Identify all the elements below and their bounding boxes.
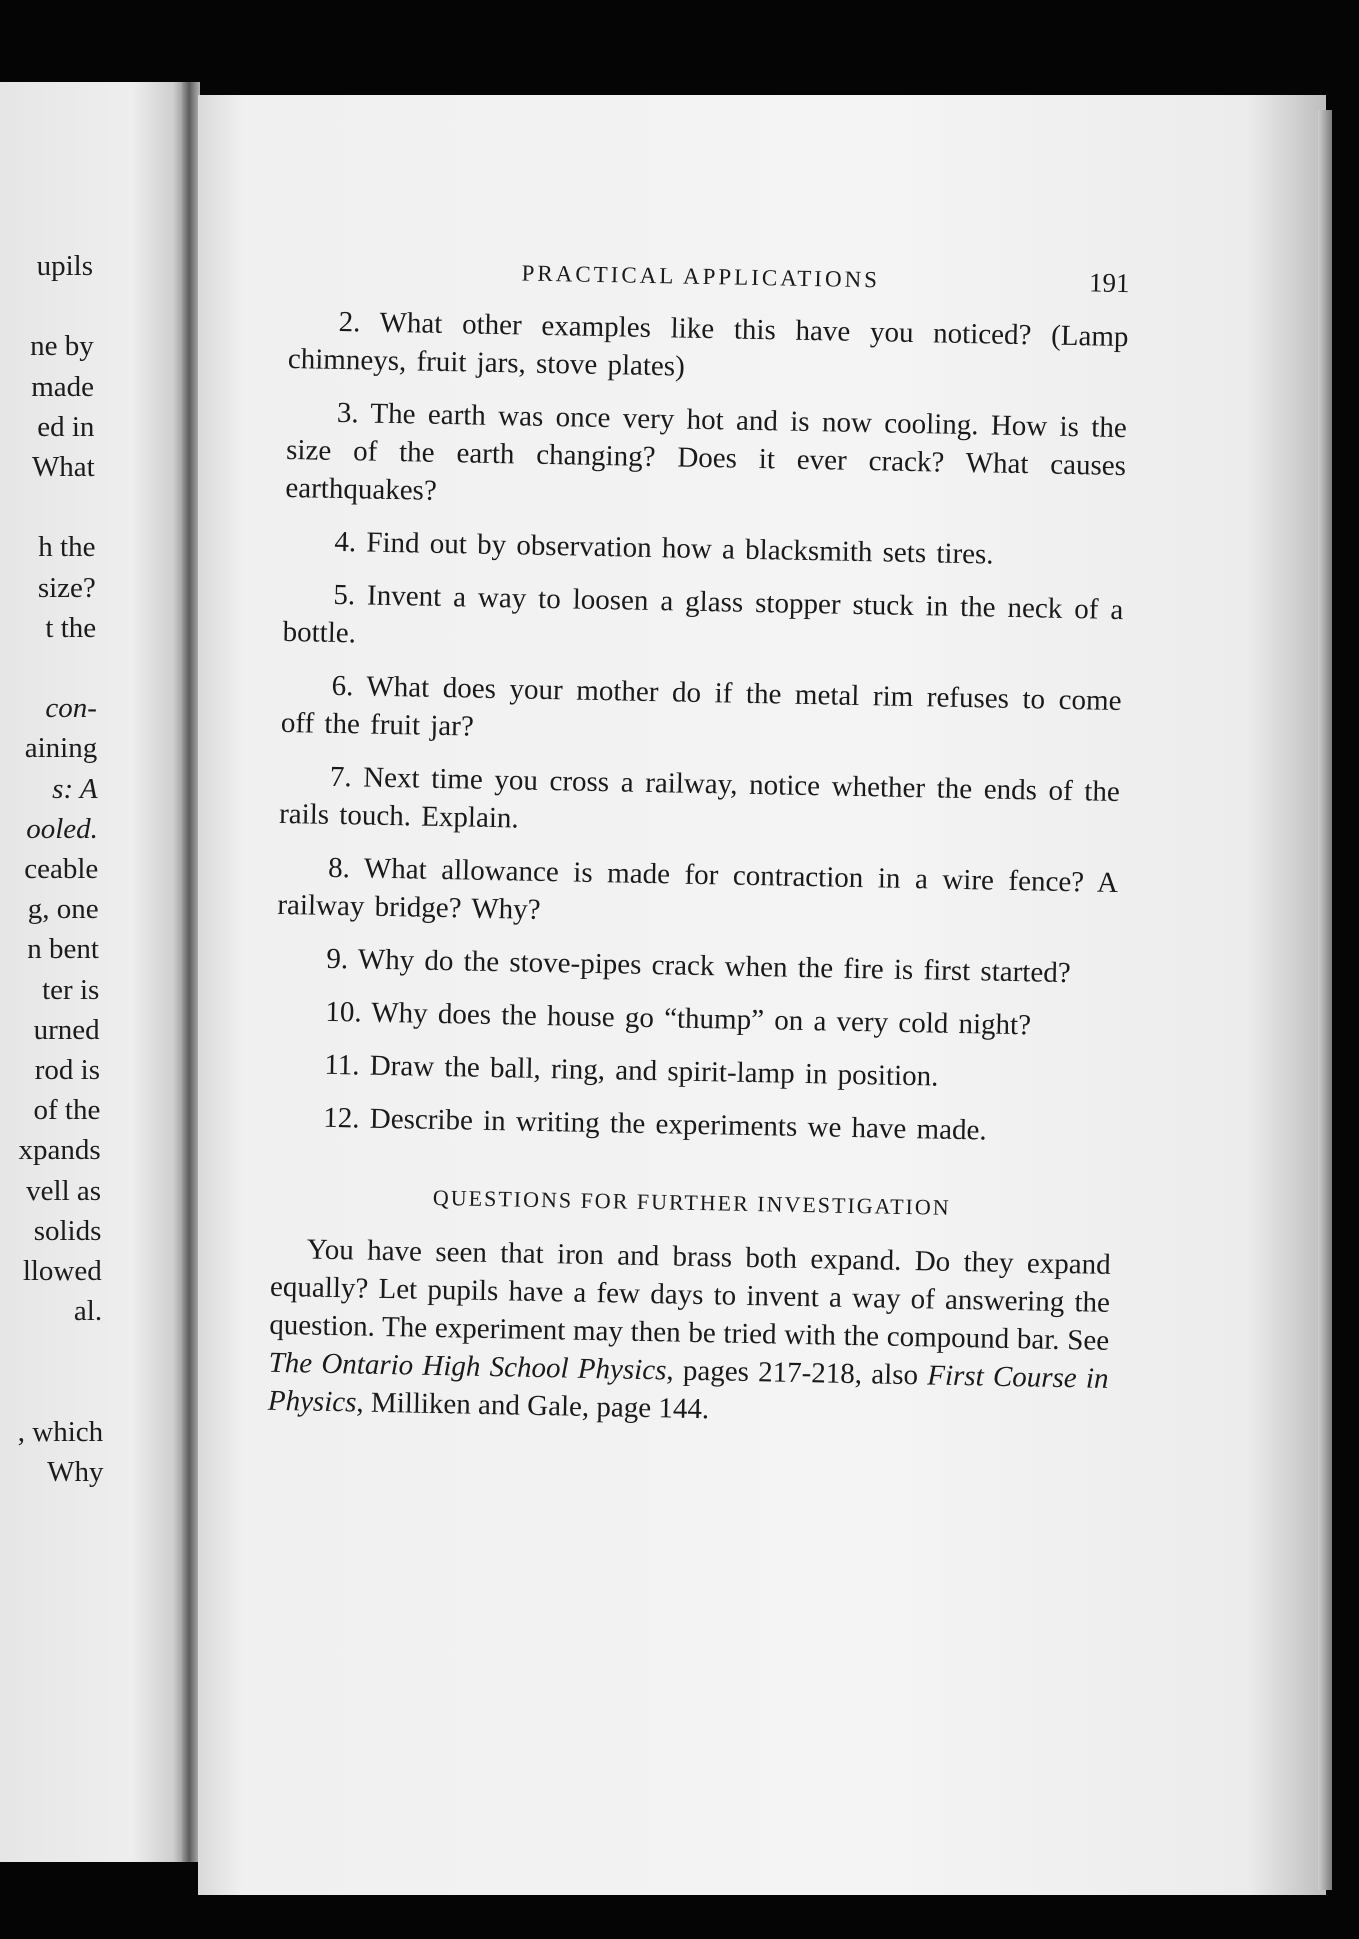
left-page-text-fragment: t the [45,611,97,644]
question-item: 7. Next time you cross a railway, notice whether the ends of the rails touch. Explain. [278,760,1121,835]
question-list [273,302,1129,1152]
left-page-text-fragment: vell as [26,1174,102,1207]
left-page-text-fragment: ceable [24,853,99,885]
left-page-text-fragment: con- [45,692,97,725]
question-item: 5. Invent a way to loosen a glass stopper stuck in the neck of a bottle. [282,578,1124,650]
page-edge [1318,110,1332,1890]
question-item: 12. Describe in writing the experiments we have made. [323,1101,987,1147]
left-page-text-fragment: urned [33,1013,100,1046]
left-page-text-fragment: ter is [42,973,100,1006]
section-heading: QUESTIONS FOR FURTHER INVESTIGATION [432,1184,951,1220]
left-page-text-fragment: xpands [18,1134,101,1167]
left-page-text-fragment: ooled. [26,812,98,845]
question-item: 3. The earth was once very hot and is now cooling. How is the size of the earth changing? Does it ever crack? What causes earthquakes? [285,396,1128,507]
page-text [268,250,1130,1436]
page-number: 191 [1088,267,1130,299]
left-page-text-fragment: n bent [27,933,99,966]
left-page-text-fragment: ed in [37,410,95,443]
left-page-text-fragment: g, one [27,893,99,926]
previous-page [0,82,188,1862]
left-page-text-fragment: rod is [34,1054,100,1086]
question-item: 9. Why do the stove-pipes crack when the fire is first started? [326,942,1071,990]
reference-title: First Course in Physics [267,1359,1109,1419]
question-item: 10. Why does the house go “thump” on a very cold night? [325,995,1032,1042]
question-item: 2. What other examples like this have you noticed? (Lamp chimneys, fruit jars, stove plates) [287,305,1129,383]
question-item: 4. Find out by observation how a blacksmith sets tires. [334,525,994,571]
left-page-text-fragment: made [31,370,95,403]
left-page-text-fragment: upils [36,250,93,282]
paragraph-text: , Milliken and Gale, page 144. [356,1386,710,1426]
left-page-text-fragment: s: A [52,772,98,805]
running-title: PRACTICAL APPLICATIONS [521,260,881,293]
left-page-text-fragment: llowed [22,1255,102,1287]
left-page-text-fragment: aining [24,732,98,765]
left-page-text-fragment: , which [17,1415,104,1448]
left-page-text-fragment: ne by [30,330,94,363]
left-page-text-fragment: h the [38,531,96,564]
reference-title: The Ontario High School Physics [268,1346,667,1387]
question-item: 8. What allowance is made for contraction in a wire fence? A railway bridge? Why? [277,851,1119,926]
investigation-paragraph [268,1230,1111,1436]
left-page-text-fragment: Why [47,1456,104,1488]
left-page-text-fragment: of the [33,1094,101,1127]
left-page-text-fragment: size? [37,571,96,604]
paragraph-text: , pages 217-218, also [666,1354,928,1392]
paragraph-text: You have seen that iron and brass both expand. Do they expand equally? Let pupils have a few days to invent a way of answering the question. The experiment may then be tried with the compound bar. See [269,1233,1111,1357]
question-item: 11. Draw the ball, ring, and spirit-lamp in position. [324,1048,939,1093]
left-page-text-fragment: What [31,451,95,483]
left-page-text-fragment: solids [33,1214,102,1247]
left-page-text-fragment: al. [73,1295,103,1328]
question-item: 6. What does your mother do if the metal rim refuses to come off the fruit jar? [280,669,1122,743]
